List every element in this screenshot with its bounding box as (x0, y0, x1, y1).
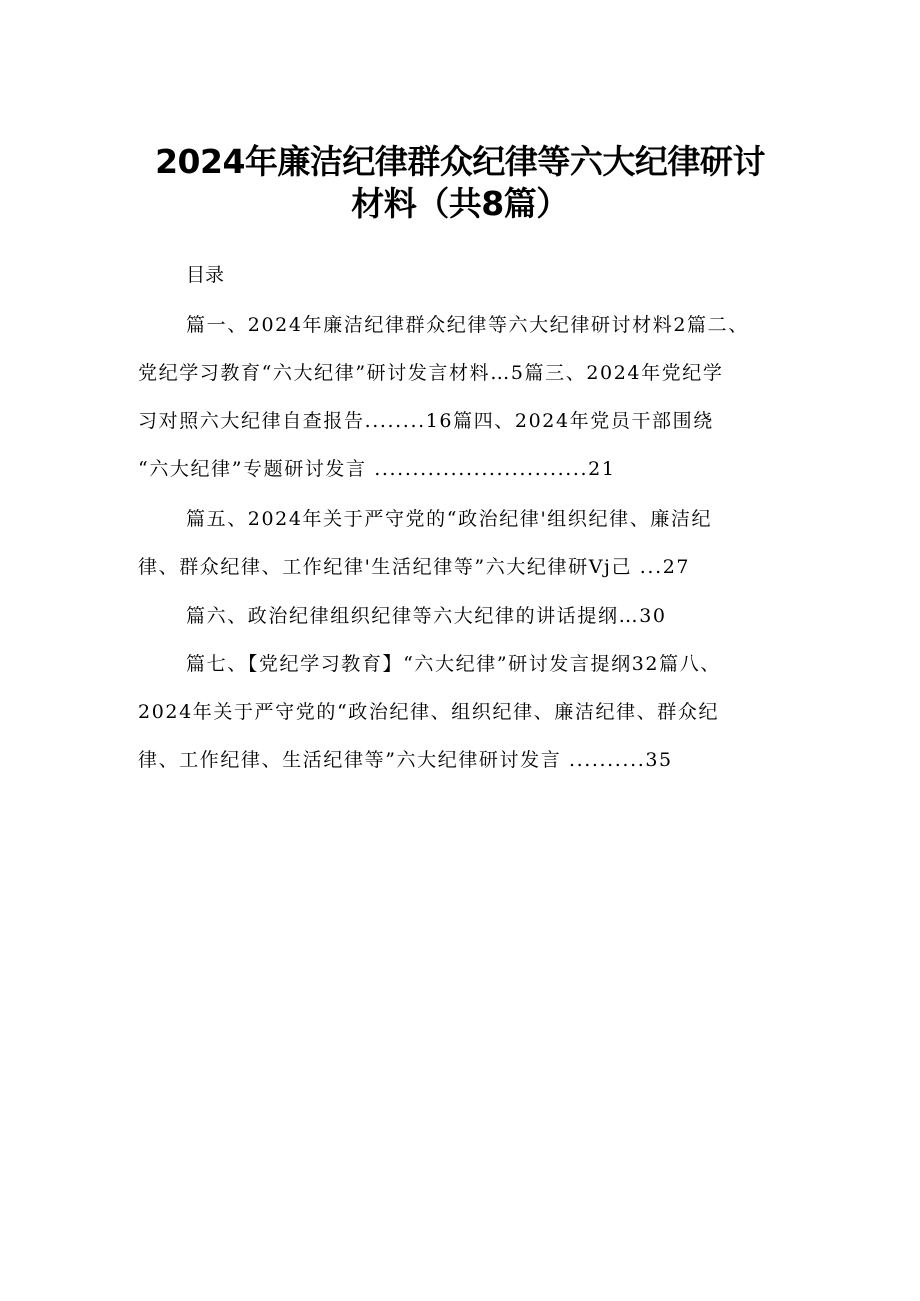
toc-line: 篇一、2024年廉洁纪律群众纪律等六大纪律研讨材料2篇二、 (186, 314, 749, 336)
toc-line: 习对照六大纪律自查报告........16篇四、2024年党员干部围绕 (138, 410, 714, 432)
toc-line: 2024年关于严守党的“政治纪律、组织纪律、廉洁纪律、群众纪 (138, 701, 720, 723)
toc-line: 篇七、【党纪学习教育】“六大纪律”研讨发言提纲32篇八、 (186, 653, 721, 675)
toc-line: 篇六、政治纪律组织纪律等六大纪律的讲话提纲…30 (186, 605, 667, 627)
toc-line: 篇五、2024年关于严守党的“政治纪律'组织纪律、廉洁纪 (186, 508, 713, 530)
toc-line: 党纪学习教育“六大纪律”研讨发言材料…5篇三、2024年党纪学 (138, 362, 724, 384)
toc-heading: 目录 (186, 264, 225, 286)
toc-line: 律、工作纪律、生活纪律等”六大纪律研讨发言 ..........35 (138, 749, 673, 771)
toc-line: 律、群众纪律、工作纪律'生活纪律等”六大纪律研Vj己 ...27 (138, 556, 691, 578)
document-title-line-1: 2024年廉洁纪律群众纪律等六大纪律研讨 (155, 142, 765, 181)
toc-line: “六大纪律”专题研讨发言 ............................21 (138, 458, 616, 480)
document-title-line-2: 材料（共8篇） (351, 184, 569, 223)
